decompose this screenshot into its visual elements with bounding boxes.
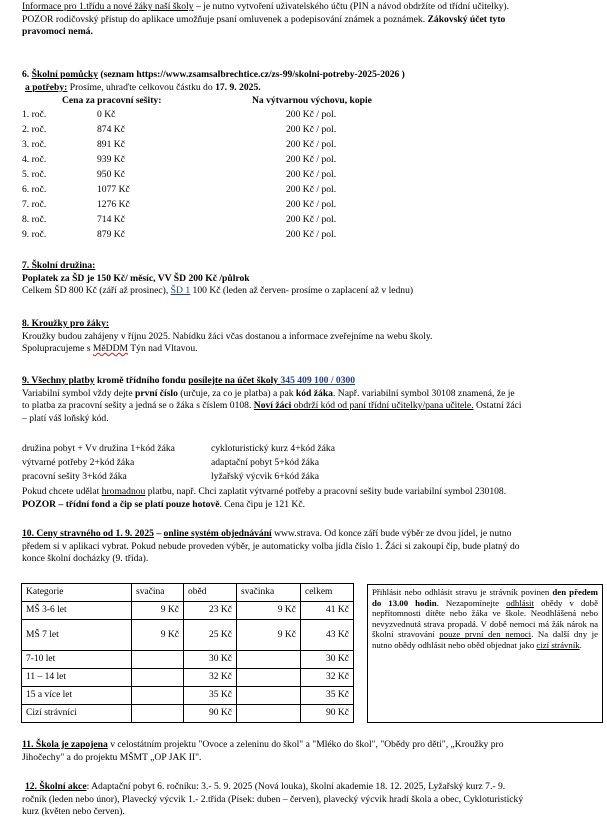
rules-i: . — [579, 639, 582, 650]
s9-pozor: POZOR – třídní fond a čip se platí pouze hotově — [22, 498, 220, 510]
s6-row-price: 714 Kč — [97, 214, 125, 225]
table-cell: 35 Kč — [301, 687, 354, 705]
s9-p1: Variabilní symbol vždy dejte — [22, 387, 135, 399]
s9-code-left: pracovní sešity 3+kód žáka — [22, 471, 127, 482]
table-cell: 30 Kč — [184, 651, 237, 669]
s9-heading-1: 9. Všechny platby — [22, 375, 95, 386]
s6-row-vv: 200 Kč / pol. — [286, 229, 337, 240]
s9-code-right: cykloturistický kurz 4+kód žáka — [211, 443, 335, 454]
table-cell: 32 Kč — [184, 669, 237, 687]
s9-code-right: lyžařský výcvik 6+kód žáka — [211, 471, 319, 482]
table-cell — [132, 705, 184, 723]
s6-sub-rest: Prosíme, uhraďte celkovou částku do — [67, 81, 216, 93]
rules-deadline: den předem do 13.00 hodin — [372, 587, 599, 608]
table-cell: 9 Kč — [132, 602, 184, 620]
table-cell: 9 Kč — [237, 602, 301, 620]
s9-p1-d: . Např. variabilní symbol 30108 znamená, že je — [332, 387, 515, 399]
table-header-cell: oběd — [184, 584, 237, 602]
s6-row — [22, 109, 582, 124]
s7-line2b: 100 Kč (leden až červen- prosíme o zaplacení až v lednu) — [190, 285, 414, 297]
s8-line1: Kroužky budou zahájeny v říjnu 2025. Nabídku žáci včas dostanou a informace zveřejníme na webu školy. — [22, 330, 433, 342]
section-11 — [22, 739, 594, 764]
section-10 — [22, 528, 594, 566]
section-6 — [22, 69, 594, 94]
table-cell: 23 Kč — [184, 602, 237, 620]
s6-row-price: 1077 Kč — [97, 184, 130, 195]
table-cell: 15 a více let — [22, 687, 132, 705]
s7-sd-link[interactable]: ŠD 1 — [170, 285, 191, 297]
table-header-row — [22, 584, 354, 602]
s7-line1: Poplatek za ŠD je 150 Kč/ měsíc, VV ŠD 200 Kč /půlrok — [22, 272, 250, 284]
s9-p1-bold1: první číslo — [134, 387, 178, 399]
s10-heading-rest: www.strava. Od konce září bude výběr ze dvou jídel, je nutno — [271, 528, 512, 539]
table-row — [22, 651, 354, 669]
s6-row-year: 6. roč. — [22, 184, 47, 195]
intro-section — [22, 1, 594, 39]
table-cell — [132, 669, 184, 687]
s11-line1: v celostátním projektu "Ovoce a zeleninu do škol" a "Mléko do škol", "Obědy pro děti", „Kroužky pro — [107, 739, 504, 750]
s6-row-price: 879 Kč — [97, 229, 125, 240]
table-cell — [132, 687, 184, 705]
s9-heading-mid: kromě třídního fondu — [94, 375, 189, 386]
s6-row-year: 3. roč. — [22, 139, 47, 150]
s6-row-year: 5. roč. — [22, 169, 47, 180]
s9-code-right: adaptační pobyt 5+kód žáka — [211, 457, 319, 468]
s10-heading: 10. Ceny stravného od 1. 9. 2025 — [22, 528, 154, 539]
s6-heading: Školní pomůcky — [31, 69, 98, 80]
s6-row-price: 939 Kč — [97, 154, 125, 165]
s6-row-year: 8. roč. — [22, 214, 47, 225]
s6-row-year: 2. roč. — [22, 124, 47, 135]
s10-line3: konce školní docházky (9. třída). — [22, 553, 149, 565]
table-cell: 32 Kč — [301, 669, 354, 687]
s6-sub: a potřeby: — [25, 81, 68, 93]
s6-row-year: 9. roč. — [22, 229, 47, 240]
s6-row-year: 1. roč. — [22, 109, 47, 120]
meal-price-table — [21, 583, 354, 723]
section-8 — [22, 318, 594, 356]
s9-p2-b: Noví žáci — [253, 400, 292, 412]
s6-heading-rest: (seznam https://www.zsamsalbrechtice.cz/zs-99/skolni-potreby-2025-2026 ) — [98, 69, 405, 80]
section-7 — [22, 260, 594, 298]
table-cell: Cizí strávníci — [22, 705, 132, 723]
table-cell: 90 Kč — [184, 705, 237, 723]
s10-heading-mid: – — [153, 528, 164, 539]
s9-p2-c: obdrží kód od paní třídní učitelky/pana učitele. — [291, 400, 474, 412]
s6-row — [22, 154, 582, 169]
table-cell: 35 Kč — [184, 687, 237, 705]
s6-heading-num: 6. — [22, 69, 30, 80]
s9-hrom-u: hromadnou — [101, 486, 146, 497]
s12-line1: : Adaptační pobyt 6. ročníku: 3.- 5. 9. 2025 (Nová louka), školní akademie 18. 12. 2025, Lyžařský kurz 7.- 9. — [86, 781, 506, 792]
table-cell: MŠ 3-6 let — [22, 602, 132, 620]
s9-code-left: družina pobyt + Vv družina 1+kód žáka — [22, 443, 175, 454]
meal-rules-box — [367, 584, 603, 723]
s9-code-row — [22, 457, 582, 470]
s6-row — [22, 139, 582, 154]
rules-first-day: pouze první den nemoci — [439, 629, 532, 640]
s7-heading: 7. Školní družina: — [22, 260, 96, 271]
s6-row-price: 0 Kč — [97, 109, 116, 120]
table-row — [22, 705, 354, 723]
s6-row-year: 7. roč. — [22, 199, 47, 210]
s6-row — [22, 124, 582, 139]
table-cell — [132, 651, 184, 669]
s10-line2: předem si v aplikaci vybrat. Pokud nebude proveden výběr, je automaticky volba jídla číslo 1. Žáci si zakoupí čip, bude platný do — [22, 540, 520, 552]
s8-meddm: MěDDM — [92, 343, 129, 355]
s6-row-price: 874 Kč — [97, 124, 125, 135]
s6-row-year: 4. roč. — [22, 154, 47, 165]
table-header-cell: svačinka — [237, 584, 301, 602]
s6-col2-header: Na výtvarnou výchovu, kopie — [252, 95, 372, 106]
rules-g: . Na další dny je nutno obědy odhlásit nebo oběd objednat jako — [372, 629, 598, 650]
s6-row — [22, 184, 582, 199]
s11-heading: 11. Škola je zapojena — [22, 739, 108, 750]
table-cell: 11 – 14 let — [22, 669, 132, 687]
table-row — [22, 602, 354, 620]
s6-row — [22, 199, 582, 214]
s12-line3: kurz (květen nebo červen). — [22, 806, 125, 818]
rules-cizi: cizí strávník — [536, 639, 580, 650]
s9-account[interactable]: 345 409 100 / 0300 — [280, 375, 356, 386]
table-cell — [237, 687, 301, 705]
s12-heading: 12. Školní akce — [25, 781, 87, 792]
s6-row — [22, 229, 582, 244]
intro-link-text: Informace pro 1.třídu a nové žáky naší školy — [22, 1, 194, 12]
s6-row-vv: 200 Kč / pol. — [286, 169, 337, 180]
s6-row — [22, 214, 582, 229]
table-cell: 25 Kč — [184, 620, 237, 651]
s6-row-vv: 200 Kč / pol. — [286, 124, 337, 135]
s9-code-row — [22, 471, 582, 484]
section-9 — [22, 375, 594, 425]
s9-p1-c: (určuje, za co je platba) a pak — [177, 387, 296, 399]
s9-p3: – platí váš loňský kód. — [22, 412, 109, 424]
s6-row-vv: 200 Kč / pol. — [286, 109, 337, 120]
s9-footer — [22, 486, 594, 511]
intro-line3: pravomoci nemá. — [22, 26, 93, 38]
s9-code-row — [22, 443, 582, 456]
s9-p2-d: Ostatní žáci — [473, 400, 522, 412]
s6-date: 17. 9. 2025. — [215, 81, 261, 93]
s6-row-vv: 200 Kč / pol. — [286, 154, 337, 165]
table-cell — [237, 669, 301, 687]
table-cell: 9 Kč — [237, 620, 301, 651]
s6-row-price: 950 Kč — [97, 169, 125, 180]
s7-line2a: Celkem ŠD 800 Kč (září až prosinec), — [22, 285, 171, 297]
table-row — [22, 620, 354, 651]
s9-code-left: výtvarné potřeby 2+kód žáka — [22, 457, 135, 468]
table-cell: 41 Kč — [301, 602, 354, 620]
s6-row-vv: 200 Kč / pol. — [286, 139, 337, 150]
s9-hrom-vs: 230108. — [474, 486, 507, 497]
table-cell — [237, 651, 301, 669]
intro-line2: POZOR rodičovský přístup do aplikace umožňuje psaní omluvenek a podepisování známek a poznámek. — [22, 13, 428, 25]
s8-line2b: Týn nad Vltavou. — [128, 343, 198, 355]
s6-row-price: 891 Kč — [97, 139, 125, 150]
table-cell: 43 Kč — [301, 620, 354, 651]
s9-hrom-a: Pokud chcete udělat — [22, 486, 102, 497]
table-header-cell: celkem — [301, 584, 354, 602]
table-header-cell: Kategorie — [22, 584, 132, 602]
s6-row-vv: 200 Kč / pol. — [286, 214, 337, 225]
s6-row — [22, 169, 582, 184]
s8-heading: 8. Kroužky pro žáky: — [22, 318, 110, 329]
rules-a: Přihlásit nebo odhlásit stravu je strávník povinen — [372, 587, 553, 597]
table-row — [22, 669, 354, 687]
s6-table-header — [22, 95, 582, 110]
s6-col1-header: Cena za pracovní sešity: — [62, 95, 162, 106]
s12-line2: ročník (leden nebo únor), Plavecký výcvik 1.- 2.třída (Písek: duben – červen), plavecký výcvik hradí škola a obec, Cykloturistický — [22, 793, 524, 805]
s9-heading-2: posílejte na účet školy — [188, 375, 281, 386]
s6-row-price: 1276 Kč — [97, 199, 130, 210]
table-cell: 30 Kč — [301, 651, 354, 669]
rules-e: obědy v době nepřítomnosti dítěte nebo žáka ve škole. Neodhlášená nebo nevyzvednutá strava propadá. V době nemoci má žák nárok na školní stravování — [372, 597, 598, 640]
table-cell: 90 Kč — [301, 705, 354, 723]
s9-p1-bold2: kód žáka — [295, 387, 333, 399]
table-cell: 7-10 let — [22, 651, 132, 669]
s9-hrom-b: platbu, např. Chci zaplatit výtvarné potřeby a pracovní sešity bude variabilní symbol — [145, 486, 475, 497]
table-cell: MŠ 7 let — [22, 620, 132, 651]
table-cell — [237, 705, 301, 723]
intro-line2-bold: Zákovský účet tyto — [427, 13, 506, 25]
s8-line2a: Spolupracujeme s — [22, 343, 93, 355]
section-12 — [22, 781, 597, 819]
s11-line2: Jihočechy" a do projektu MŠMT „OP JAK II". — [22, 751, 202, 763]
s6-row-vv: 200 Kč / pol. — [286, 199, 337, 210]
intro-line1: – je nutno vytvoření uživatelského účtu (PIN a návod obdržíte od třídní učitelky). — [193, 1, 510, 12]
table-cell: 9 Kč — [132, 620, 184, 651]
s10-heading-2: online systém objednávání — [163, 528, 272, 539]
s9-p2-a: to platba za pracovní sešity a jedná se o žáka s číslem 0108. — [22, 400, 254, 412]
rules-c: . Nezapomínejte — [436, 597, 507, 608]
s9-pozor-rest: . Cena čipu je 121 Kč. — [219, 498, 306, 510]
table-row — [22, 687, 354, 705]
table-header-cell: svačina — [132, 584, 184, 602]
rules-odhlasit: odhlásit — [506, 597, 534, 608]
s6-row-vv: 200 Kč / pol. — [286, 184, 337, 195]
